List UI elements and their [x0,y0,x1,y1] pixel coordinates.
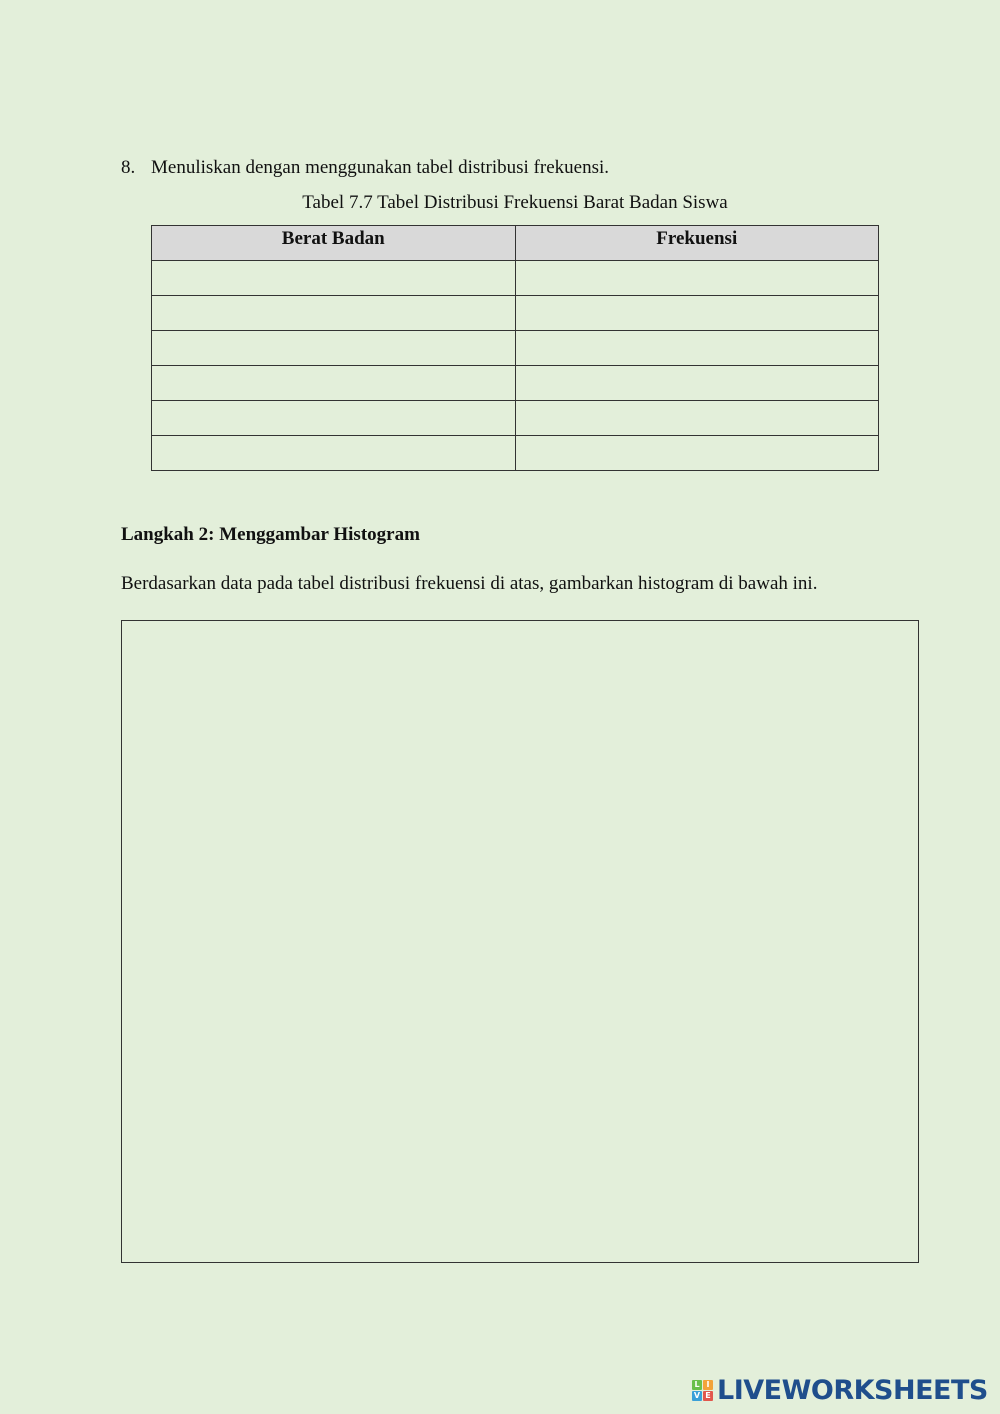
answer-cell-frequency[interactable] [515,261,879,296]
liveworksheets-logo [692,1374,988,1406]
table-row [152,436,879,471]
answer-cell-frequency[interactable] [515,296,879,331]
liveworksheets-grid-icon [692,1380,713,1401]
histogram-drawing-area[interactable] [121,620,919,1263]
table-header-row [152,226,879,261]
answer-cell-frequency[interactable] [515,436,879,471]
question-item-8 [121,156,609,180]
table-row [152,331,879,366]
answer-cell-weight[interactable] [152,296,516,331]
answer-cell-frequency[interactable] [515,331,879,366]
answer-cell-frequency[interactable] [515,366,879,401]
answer-cell-frequency[interactable] [515,401,879,436]
logo-text: LIVEWORKSHEETS [717,1374,988,1406]
table-row [152,401,879,436]
question-text: Menuliskan dengan menggunakan tabel distribusi frekuensi. [151,157,610,178]
logo-square-orange: I [703,1380,713,1390]
logo-square-green: L [692,1380,702,1390]
logo-square-red: E [703,1391,713,1401]
table-row [152,296,879,331]
table-row [152,366,879,401]
logo-square-blue: V [693,1390,701,1400]
table-row [152,261,879,296]
step-2-instruction: Berdasarkan data pada tabel distribusi frekuensi di atas, gambarkan histogram di bawah ini. [121,573,818,594]
answer-cell-weight[interactable] [152,401,516,436]
header-frekuensi: Frekuensi [515,226,879,261]
table-caption: Tabel 7.7 Tabel Distribusi Frekuensi Barat Badan Siswa [302,192,728,213]
answer-cell-weight[interactable] [152,331,516,366]
header-berat-badan: Berat Badan [152,226,516,261]
answer-cell-weight[interactable] [152,436,516,471]
question-number: 8. [121,157,136,178]
answer-cell-weight[interactable] [152,261,516,296]
answer-cell-weight[interactable] [152,366,516,401]
frequency-table [151,225,879,471]
step-2-heading: Langkah 2: Menggambar Histogram [121,524,420,545]
